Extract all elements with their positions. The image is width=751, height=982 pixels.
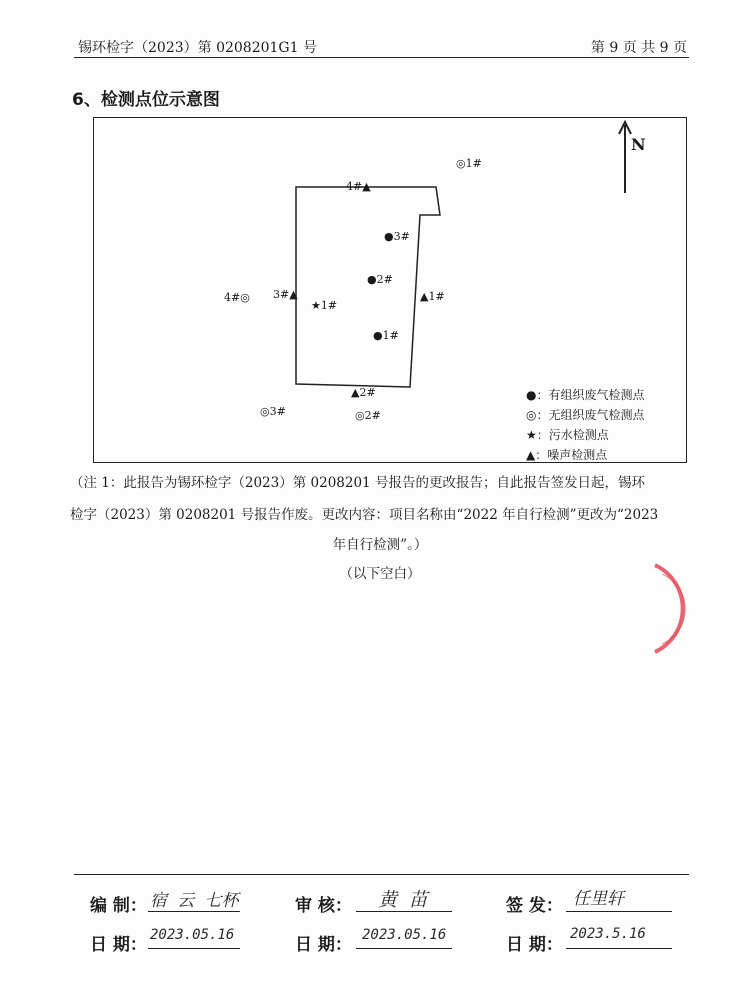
page-info: 第 9 页 共 9 页 [590,40,687,56]
noise-point-4: 4#▲ [346,180,371,193]
organized-point-2: ●2# [367,273,393,286]
legend-organized-gas: ●：有组织废气检测点 [526,388,645,402]
wastewater-point-1: ★1# [311,299,338,312]
compile-signature: 宿 云 七杯 [150,891,239,911]
compile-date: 2023.05.16 [150,927,235,943]
north-arrow-icon [619,122,631,193]
unorganized-point-1: ◎1# [456,157,482,170]
issue-signature: 任里轩 [573,889,624,909]
official-seal-stamp [630,560,690,660]
review-date: 2023.05.16 [362,927,447,943]
report-number: 锡环检字（2023）第 0208201G1 号 [78,40,317,56]
north-label: N [631,135,646,154]
note-line-2: 检字（2023）第 0208201 号报告作废。更改内容：项目名称由“2022 年自行检测”更改为“2023 [70,507,659,523]
noise-point-2: ▲2# [351,386,376,399]
section-title: 6、检测点位示意图 [72,90,220,110]
blank-remark: （以下空白） [339,566,421,582]
legend-noise: ▲：噪声检测点 [526,448,608,462]
date-label-issue: 日 期： [506,935,563,955]
legend-unorganized-gas: ◎：无组织废气检测点 [526,408,645,422]
signature-rule [74,874,689,875]
note-line-1: （注 1：此报告为锡环检字（2023）第 0208201 号报告的更改报告；自此报告签发日起，锡环 [70,475,645,491]
site-boundary [296,187,440,387]
issue-date: 2023.5.16 [570,926,646,942]
noise-point-3: 3#▲ [273,288,298,301]
legend-wastewater: ★：污水检测点 [526,428,609,442]
date-label-compile: 日 期： [90,935,147,955]
compile-label: 编 制： [90,896,147,916]
issue-label: 签 发： [506,896,563,916]
organized-point-1: ●1# [373,329,399,342]
review-signature: 黄 苗 [378,889,428,911]
organized-point-3: ●3# [384,230,410,243]
date-label-review: 日 期： [295,935,352,955]
note-line-3: 年自行检测”。） [332,537,428,553]
unorganized-point-3: ◎3# [260,405,286,418]
unorganized-point-4: 4#◎ [224,291,250,304]
review-label: 审 核： [295,896,352,916]
unorganized-point-2: ◎2# [355,409,381,422]
noise-point-1: ▲1# [420,290,445,303]
